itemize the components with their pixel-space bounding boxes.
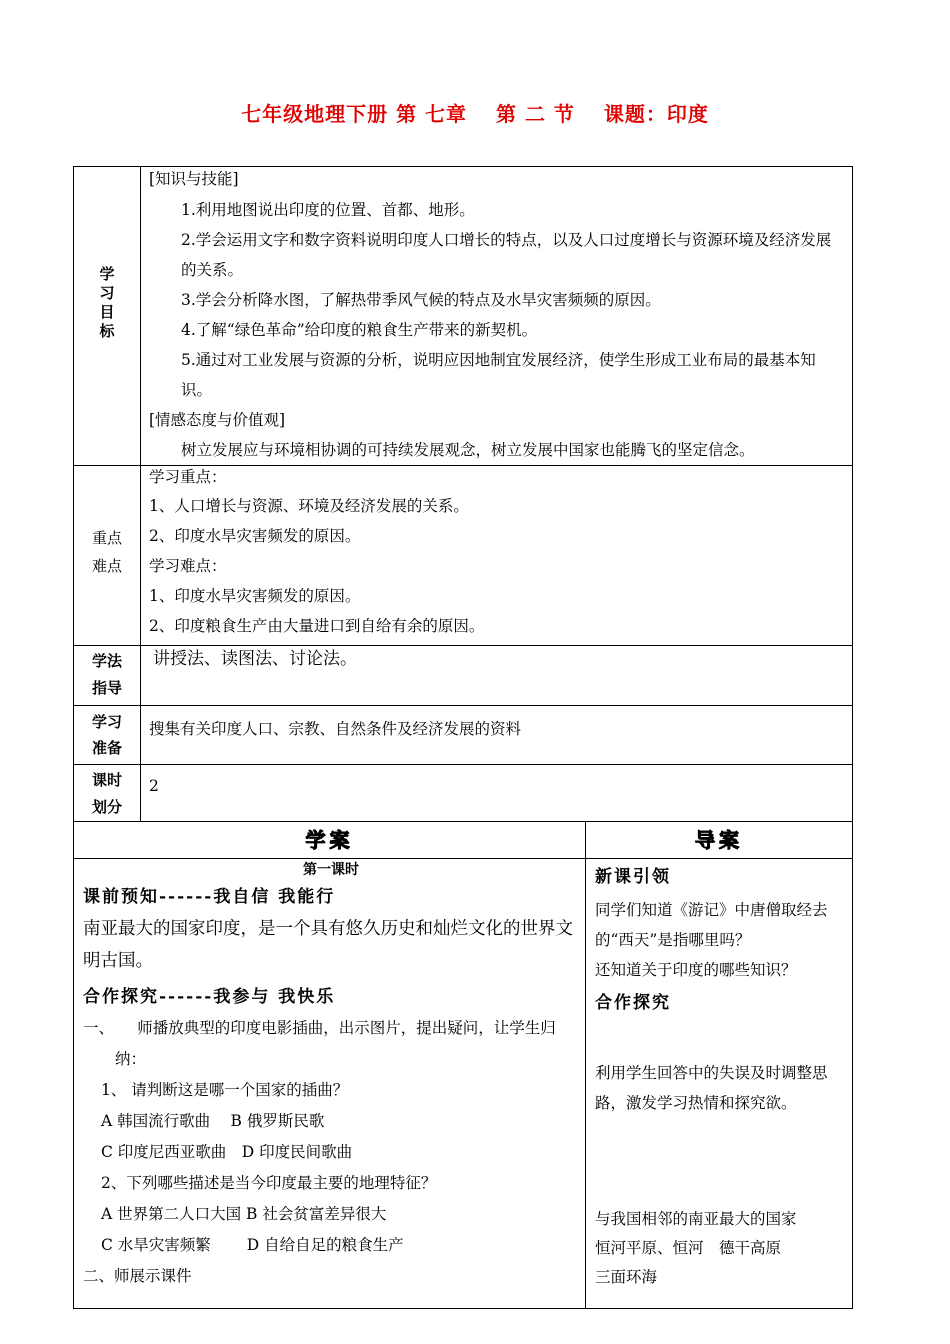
key-point-line: 学习难点： — [149, 557, 227, 575]
option-line: A 韩国流行歌曲 B 俄罗斯民歌 — [101, 1112, 325, 1130]
key-point-line: 1、人口增长与资源、环境及经济发展的关系。 — [149, 497, 469, 515]
guide-note: 恒河平原、恒河 德干高原 — [595, 1239, 782, 1257]
column-divider — [585, 822, 586, 1308]
section-line: 二、师展示课件 — [83, 1267, 192, 1285]
prep-header-1: 学习 — [91, 713, 122, 731]
option-line: A 世界第二人口大国 B 社会贫富差异很大 — [101, 1205, 387, 1223]
option-line: C 印度尼西亚歌曲 D 印度民间歌曲 — [101, 1143, 353, 1161]
question-line: 1、 请判断这是哪一个国家的插曲？ — [101, 1081, 349, 1099]
method-text: 讲授法、读图法、讨论法。 — [153, 649, 357, 669]
method-cell — [141, 646, 853, 706]
question-line-text: 一、 师播放典型的印度电影插曲，出示图片，提出疑问，让学生归纳： — [83, 1019, 556, 1068]
objective-item — [149, 225, 844, 285]
objectives-cell — [141, 167, 853, 466]
prep-header — [74, 706, 141, 765]
intro-title: 新课引领 — [595, 867, 671, 887]
page-title: 七年级地理下册 第 七章 第 二 节 课题：印度 — [241, 102, 709, 126]
key-points-cell — [141, 466, 853, 646]
prep-cell — [141, 706, 853, 765]
objectives-header-text: 学习目标 — [99, 265, 115, 340]
guide-note: 三面环海 — [595, 1268, 658, 1286]
method-header-2: 指导 — [91, 679, 122, 697]
lesson-label: 第一课时 — [303, 862, 359, 878]
objective-item: 4.了解“绿色革命”给印度的粮食生产带来的新契机。 — [181, 321, 538, 339]
knowledge-title: [知识与技能] — [149, 170, 239, 188]
emotion-text: 树立发展应与环境相协调的可持续发展观念，树立发展中国家也能腾飞的坚定信念。 — [181, 441, 755, 459]
guide-note: 与我国相邻的南亚最大的国家 — [595, 1210, 797, 1228]
question-line: 2、下列哪些描述是当今印度最主要的地理特征？ — [101, 1174, 437, 1192]
student-case-column — [83, 859, 579, 1292]
lesson-plan-table — [73, 166, 853, 822]
method-header-1: 学法 — [91, 652, 122, 670]
option-line: C 水旱灾害频繁 D 自给自足的粮食生产 — [101, 1236, 404, 1254]
method-header — [74, 646, 141, 706]
case-table — [73, 821, 853, 1309]
key-point-line: 2、印度粮食生产由大量进口到自给有余的原因。 — [149, 617, 485, 635]
period-cell — [141, 765, 853, 822]
period-header — [74, 765, 141, 822]
prep-header-2: 准备 — [91, 739, 122, 757]
preview-title: 课前预知------我自信 我能行 — [83, 887, 336, 907]
intro-text: 同学们知道《游记》中唐僧取经去的“西天”是指哪里吗？ — [595, 901, 828, 949]
explore-title: 合作探究------我参与 我快乐 — [83, 987, 336, 1007]
intro-text-2: 还知道关于印度的哪些知识？ — [595, 961, 797, 979]
key-point-line: 1、印度水旱灾害频发的原因。 — [149, 587, 361, 605]
guide-case-column — [595, 859, 847, 1292]
objective-item: 3.学会分析降水图，了解热带季风气候的特点及水旱灾害频频的原因。 — [181, 291, 661, 309]
guide-explore-title: 合作探究 — [595, 993, 671, 1013]
key-point-line: 学习重点： — [149, 468, 227, 486]
objective-item-text: 2.学会运用文字和数字资料说明印度人口增长的特点，以及人口过度增长与资源环境及经济发展的关系。 — [181, 231, 832, 279]
period-header-1: 课时 — [91, 771, 122, 789]
objectives-header — [74, 167, 141, 466]
prep-text: 搜集有关印度人口、宗教、自然条件及经济发展的资料 — [149, 720, 522, 738]
guide-case-header: 导案 — [695, 828, 743, 852]
key-points-header-1: 重点 — [91, 529, 122, 547]
question-line — [83, 1013, 579, 1075]
objective-item: 1.利用地图说出印度的位置、首都、地形。 — [181, 201, 475, 219]
key-points-header — [74, 466, 141, 646]
period-header-2: 划分 — [91, 798, 122, 816]
key-point-line: 2、印度水旱灾害频发的原因。 — [149, 527, 361, 545]
student-case-header: 学案 — [305, 828, 354, 852]
preview-text: 南亚最大的国家印度，是一个具有悠久历史和灿烂文化的世界文明古国。 — [83, 919, 573, 971]
objective-item-text: 5.通过对工业发展与资源的分析，说明应因地制宜发展经济，使学生形成工业布局的最基本知识。 — [181, 351, 816, 399]
key-points-header-2: 难点 — [91, 557, 122, 575]
period-text: 2 — [149, 777, 159, 795]
guide-explore-text: 利用学生回答中的失误及时调整思路，激发学习热情和探究欲。 — [595, 1064, 828, 1112]
emotion-title: [情感态度与价值观] — [149, 411, 286, 429]
objective-item — [149, 345, 844, 405]
